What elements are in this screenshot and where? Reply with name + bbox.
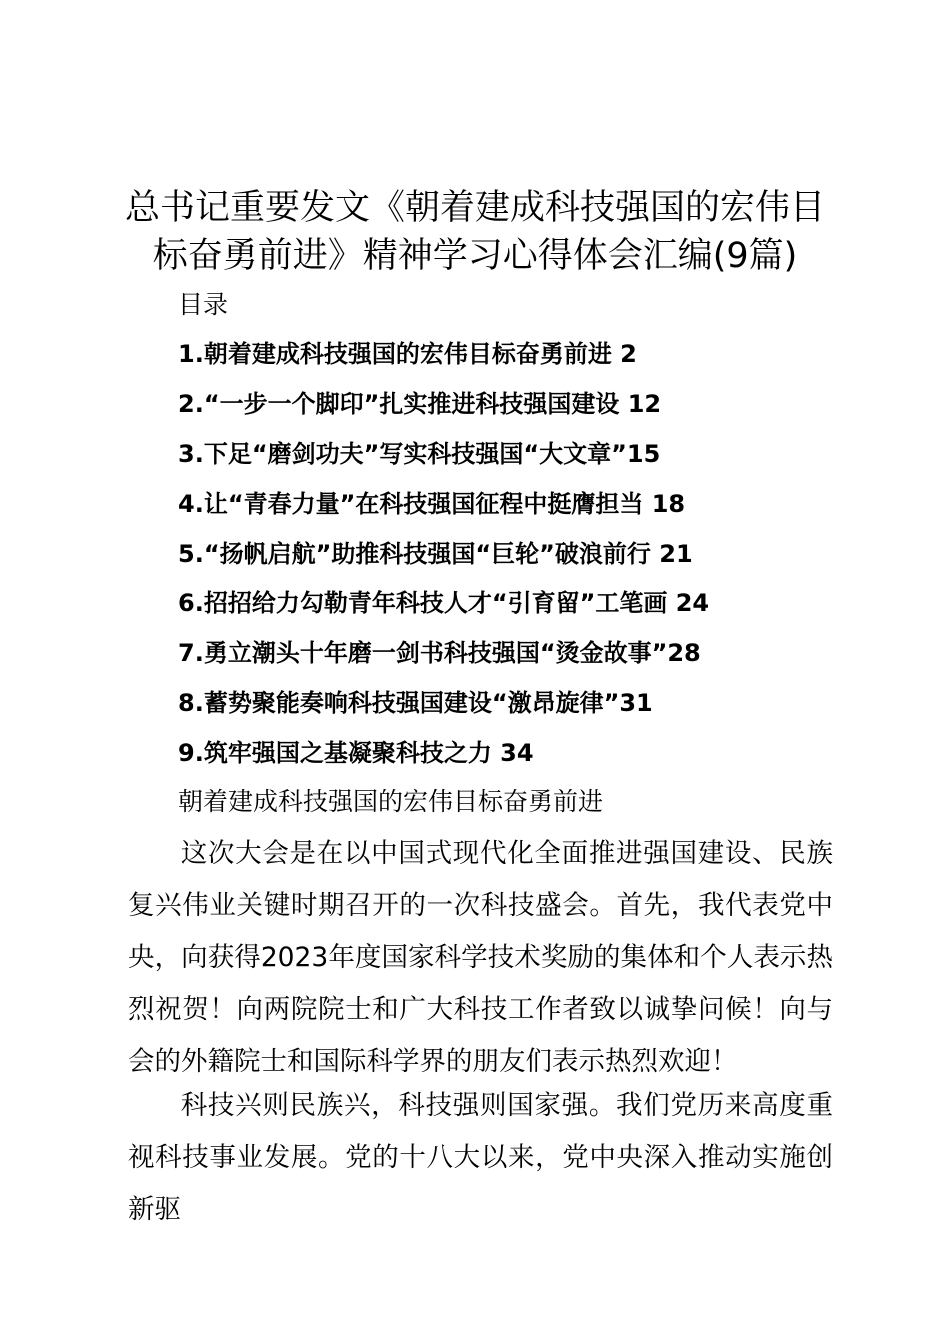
toc-item[interactable]: 4.让“青春力量”在科技强国征程中挺膺担当 18 [178, 489, 686, 518]
toc-item[interactable]: 7.勇立潮头十年磨一剑书科技强国“烫金故事”28 [178, 639, 701, 668]
section-title: 朝着建成科技强国的宏伟目标奋勇前进 [178, 787, 604, 816]
body-paragraph [128, 828, 833, 1088]
toc-item[interactable]: 5.“扬帆启航”助推科技强国“巨轮”破浪前行 21 [178, 539, 693, 568]
toc-item[interactable]: 3.下足“磨剑功夫”写实科技强国“大文章”15 [178, 439, 661, 468]
body-paragraph [128, 1080, 833, 1236]
toc-item[interactable]: 6.招招给力勾勒青年科技人才“引育留”工笔画 24 [178, 589, 710, 618]
paragraph-text: 这次大会是在以中国式现代化全面推进强国建设、民族复兴伟业关键时期召开的一次科技盛会。首先，我代表党中央，向获得2023年度国家科学技术奖励的集体和个人表示热烈祝贺！向两院院士和广大科技工作者致以诚挚问候！向与会的外籍院士和国际科学界的朋友们表示热烈欢迎！ [128, 838, 833, 1077]
document-title: 总书记重要发文《朝着建成科技强国的宏伟目标奋勇前进》精神学习心得体会汇编(9篇) [124, 188, 825, 276]
toc-item[interactable]: 2.“一步一个脚印”扎实推进科技强国建设 12 [178, 389, 662, 418]
table-of-contents [178, 336, 709, 785]
toc-heading: 目录 [178, 290, 229, 319]
paragraph-text: 科技兴则民族兴，科技强则国家强。我们党历来高度重视科技事业发展。党的十八大以来，党中央深入推动实施创新驱 [128, 1090, 833, 1225]
toc-item[interactable]: 9.筑牢强国之基凝聚科技之力 34 [178, 739, 534, 768]
toc-item[interactable]: 8.蓄势聚能奏响科技强国建设“激昂旋律”31 [178, 689, 653, 718]
toc-item[interactable]: 1.朝着建成科技强国的宏伟目标奋勇前进 2 [178, 340, 637, 368]
